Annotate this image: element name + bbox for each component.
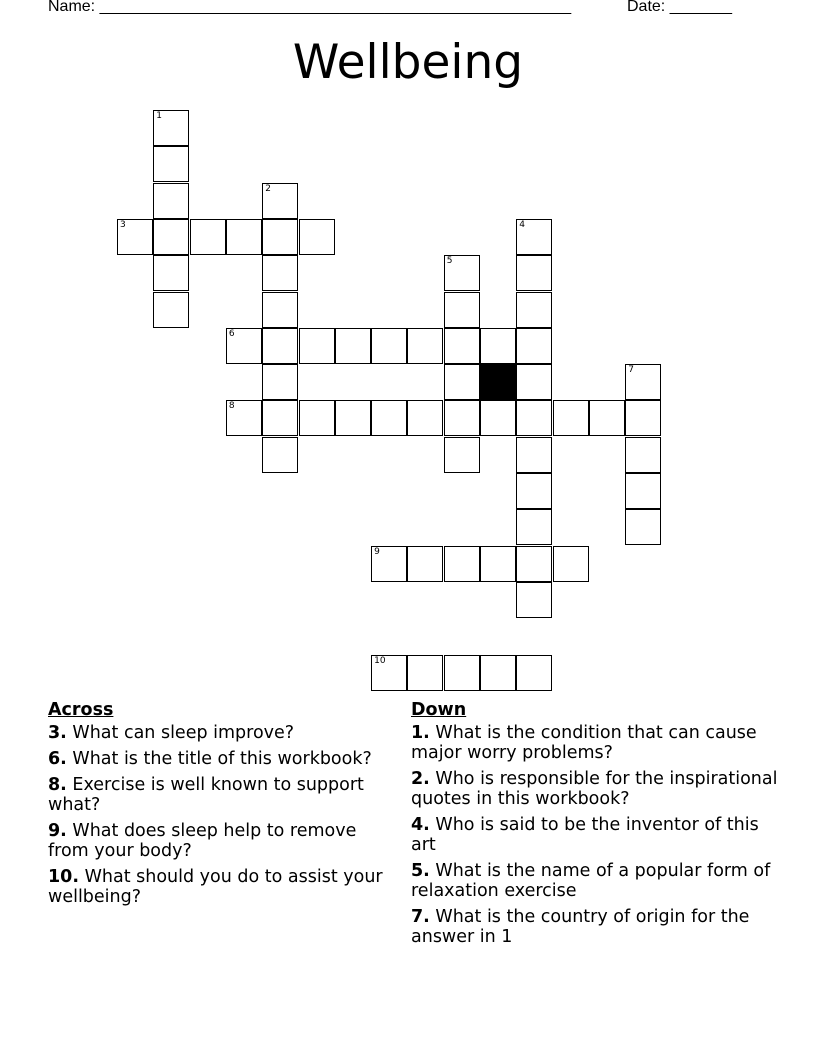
- grid-cell[interactable]: [153, 110, 189, 146]
- grid-cell[interactable]: [625, 437, 661, 473]
- across-clue: [48, 821, 393, 861]
- grid-cell[interactable]: [516, 655, 552, 691]
- clue-number: 2.: [411, 769, 430, 789]
- clue-text: What can sleep improve?: [72, 723, 295, 743]
- clue-number: 7.: [411, 907, 430, 927]
- grid-cell[interactable]: [262, 400, 298, 436]
- down-clue: [411, 723, 781, 763]
- grid-cell[interactable]: [516, 582, 552, 618]
- grid-cell[interactable]: [117, 219, 153, 255]
- cell-number: 9: [374, 546, 380, 557]
- grid-cell[interactable]: [226, 328, 262, 364]
- grid-cell[interactable]: [553, 400, 589, 436]
- grid-cell[interactable]: [226, 400, 262, 436]
- grid-cell[interactable]: [262, 183, 298, 219]
- grid-cell[interactable]: [625, 364, 661, 400]
- cell-number: 4: [519, 219, 526, 230]
- grid-cell[interactable]: [299, 400, 335, 436]
- cell-number: 2: [265, 183, 271, 194]
- grid-cell[interactable]: [625, 400, 661, 436]
- grid-cell[interactable]: [444, 655, 480, 691]
- cell-number: 5: [446, 256, 453, 267]
- grid-cell[interactable]: [516, 473, 552, 509]
- grid-cell[interactable]: [516, 364, 552, 400]
- grid-cell[interactable]: [407, 655, 443, 691]
- across-clue: [48, 775, 393, 815]
- grid-cell[interactable]: [444, 328, 480, 364]
- grid-cell[interactable]: [262, 255, 298, 291]
- across-clues: [48, 700, 393, 913]
- down-clue: [411, 861, 781, 901]
- grid-cell[interactable]: [444, 546, 480, 582]
- clue-text: What is the condition that can cause major worry problems?: [411, 723, 757, 763]
- down-heading: Down: [411, 700, 467, 720]
- grid-cell[interactable]: [153, 255, 189, 291]
- grid-cell[interactable]: [153, 183, 189, 219]
- cell-number: 7: [628, 365, 634, 376]
- grid-cell[interactable]: [407, 546, 443, 582]
- grid-cell[interactable]: [262, 437, 298, 473]
- grid-cell[interactable]: [262, 219, 298, 255]
- across-clue: [48, 723, 393, 743]
- grid-cell[interactable]: [335, 400, 371, 436]
- grid-cell[interactable]: [371, 400, 407, 436]
- grid-cell[interactable]: [371, 655, 407, 691]
- cell-number: 10: [374, 655, 386, 666]
- grid-cell[interactable]: [480, 546, 516, 582]
- grid-cell[interactable]: [516, 437, 552, 473]
- clue-number: 3.: [48, 723, 67, 743]
- across-clue: [48, 749, 393, 769]
- grid-cell[interactable]: [516, 509, 552, 545]
- grid-cell[interactable]: [262, 292, 298, 328]
- cell-number: 3: [120, 219, 126, 230]
- clue-number: 9.: [48, 821, 67, 841]
- clue-text: What is the country of origin for the answer in 1: [411, 907, 750, 947]
- grid-cell[interactable]: [371, 546, 407, 582]
- grid-cell[interactable]: [516, 255, 552, 291]
- date-field-label: Date: _______: [627, 0, 732, 15]
- clue-text: Who is said to be the inventor of this art: [411, 815, 759, 855]
- grid-cell[interactable]: [226, 219, 262, 255]
- clue-text: What is the name of a popular form of relaxation exercise: [411, 861, 771, 901]
- name-field-label: Name: _____________________________________________________: [48, 0, 572, 15]
- down-clue: [411, 907, 781, 947]
- grid-cell[interactable]: [444, 255, 480, 291]
- grid-cell[interactable]: [480, 328, 516, 364]
- down-clue: [411, 815, 781, 855]
- across-clue: [48, 867, 393, 907]
- clue-number: 8.: [48, 775, 67, 795]
- clue-text: Who is responsible for the inspirational quotes in this workbook?: [411, 769, 778, 809]
- grid-cell[interactable]: [153, 292, 189, 328]
- grid-cell[interactable]: [153, 219, 189, 255]
- across-heading: Across: [48, 700, 114, 720]
- grid-cell[interactable]: [589, 400, 625, 436]
- clue-number: 5.: [411, 861, 430, 881]
- grid-block-cell: [480, 364, 516, 400]
- clue-number: 1.: [411, 723, 430, 743]
- clue-text: What is the title of this workbook?: [72, 749, 372, 769]
- grid-cell[interactable]: [553, 546, 589, 582]
- grid-cell[interactable]: [262, 328, 298, 364]
- grid-cell[interactable]: [625, 509, 661, 545]
- cell-number: 6: [228, 328, 235, 339]
- grid-cell[interactable]: [516, 328, 552, 364]
- grid-cell[interactable]: [480, 655, 516, 691]
- clue-number: 6.: [48, 749, 67, 769]
- clue-number: 4.: [411, 815, 430, 835]
- grid-cell[interactable]: [153, 146, 189, 182]
- grid-cell[interactable]: [516, 219, 552, 255]
- grid-cell[interactable]: [625, 473, 661, 509]
- grid-cell[interactable]: [371, 328, 407, 364]
- grid-cell[interactable]: [299, 328, 335, 364]
- clue-number: 10.: [48, 867, 80, 887]
- grid-cell[interactable]: [190, 219, 226, 255]
- grid-cell[interactable]: [516, 546, 552, 582]
- clue-text: Exercise is well known to support what?: [48, 775, 364, 815]
- page-title: Wellbeing: [292, 35, 524, 90]
- clue-text: What does sleep help to remove from your body?: [48, 821, 357, 861]
- grid-cell[interactable]: [516, 292, 552, 328]
- grid-cell[interactable]: [335, 328, 371, 364]
- grid-cell[interactable]: [444, 292, 480, 328]
- down-clues: [411, 700, 781, 953]
- cell-number: 8: [228, 401, 235, 412]
- grid-cell[interactable]: [444, 364, 480, 400]
- grid-cell[interactable]: [299, 219, 335, 255]
- clue-text: What should you do to assist your wellbeing?: [48, 867, 383, 907]
- grid-cell[interactable]: [516, 400, 552, 436]
- grid-cell[interactable]: [444, 400, 480, 436]
- grid-cell[interactable]: [407, 400, 443, 436]
- down-clue: [411, 769, 781, 809]
- grid-cell[interactable]: [444, 437, 480, 473]
- cell-number: 1: [156, 111, 163, 121]
- grid-cell[interactable]: [407, 328, 443, 364]
- grid-cell[interactable]: [262, 364, 298, 400]
- grid-cell[interactable]: [480, 400, 516, 436]
